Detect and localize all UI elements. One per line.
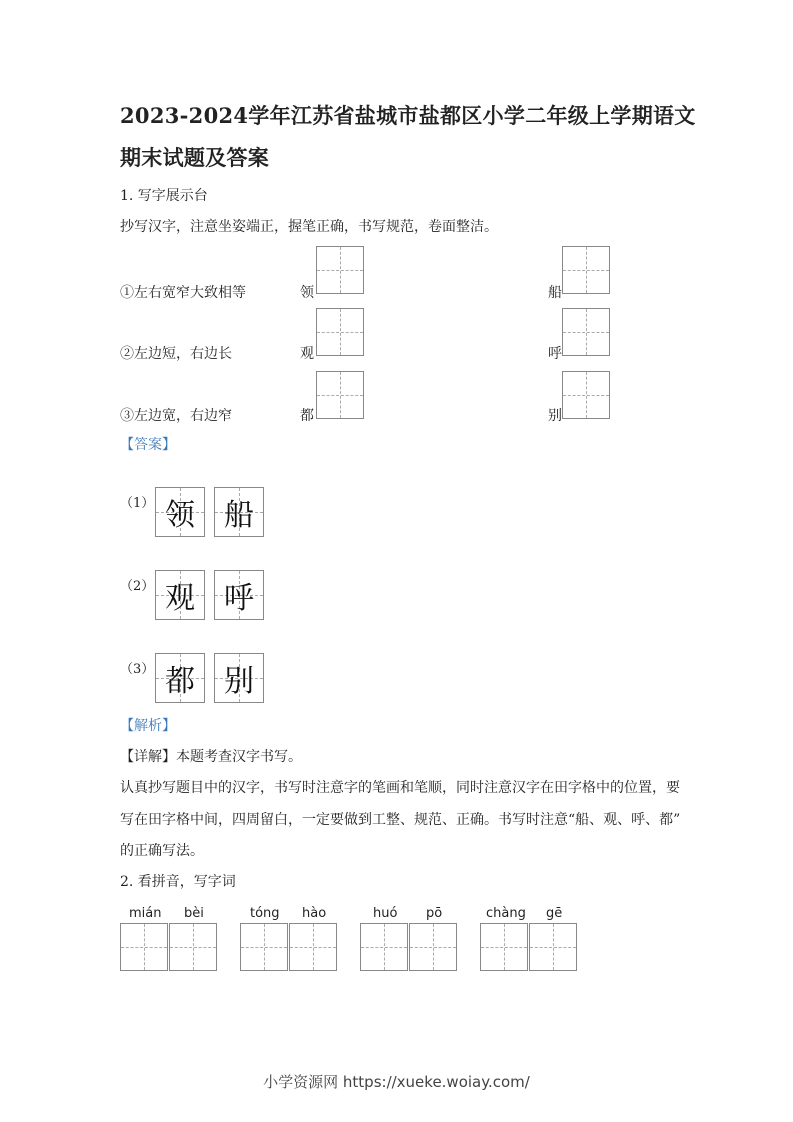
row-char-right: 呼 [548,346,562,362]
answer-char: 领 [165,498,195,533]
row-char-right: 船 [548,285,562,301]
pinyin-label: gē [546,906,563,921]
tianzige-box[interactable] [562,308,610,356]
tianzige-box[interactable] [480,923,528,971]
answer-char: 呼 [224,581,254,616]
tianzige-box[interactable] [169,923,217,971]
explanation-line: 认真抄写题目中的汉字，书写时注意字的笔画和笔顺，同时注意汉字在田字格中的位置，要 [120,780,680,796]
tianzige-box[interactable] [562,246,610,294]
answer-grid [155,487,205,537]
tianzige-box[interactable] [289,923,337,971]
row-char-left: 领 [300,285,314,301]
answer-grid [214,570,264,620]
answer-grid [155,653,205,703]
row-label: ③左边宽，右边窄 [120,408,232,424]
tianzige-box[interactable] [562,371,610,419]
answer-number: （1） [120,496,155,511]
pinyin-label: bèi [184,906,204,921]
page-title: 2023-2024学年江苏省盐城市盐都区小学二年级上学期语文 [120,103,696,128]
pinyin-label: tóng [250,906,280,921]
tianzige-box[interactable] [240,923,288,971]
row-label: ①左右宽窄大致相等 [120,285,246,301]
explanation-line: 写在田字格中间，四周留白，一定要做到工整、规范、正确。书写时注意“船、观、呼、都” [120,812,681,828]
page-footer: 小学资源网 https://xueke.woiay.com/ [263,1073,530,1091]
answer-number: （2） [120,579,155,594]
tianzige-box[interactable] [120,923,168,971]
row-label: ②左边短，右边长 [120,346,232,362]
pinyin-label: huó [373,906,398,921]
word-grid-group [360,923,457,971]
page-title-line2: 期末试题及答案 [120,145,270,170]
answer-char: 都 [165,664,195,699]
analysis-tag: 【解析】 [120,718,176,734]
word-grid-group [480,923,577,971]
explanation-line: 的正确写法。 [120,843,204,859]
pinyin-label: pō [426,906,443,921]
answer-char: 别 [224,664,254,699]
tianzige-box[interactable] [316,246,364,294]
pinyin-label: chàng [486,906,526,921]
tianzige-box[interactable] [409,923,457,971]
answer-tag: 【答案】 [120,437,176,453]
question-1-instruction: 抄写汉字，注意坐姿端正，握笔正确，书写规范，卷面整洁。 [120,219,498,235]
question-1-heading: 1. 写字展示台 [120,188,208,204]
word-grid-group [120,923,217,971]
answer-char: 船 [224,498,254,533]
answer-grid [155,570,205,620]
row-char-left: 都 [300,408,314,424]
row-char-left: 观 [300,346,314,362]
answer-grid [214,653,264,703]
word-grid-group [240,923,337,971]
pinyin-label: hào [302,906,327,921]
row-char-right: 别 [548,408,562,424]
tianzige-box[interactable] [529,923,577,971]
tianzige-box[interactable] [316,308,364,356]
detail-text: 【详解】本题考查汉字书写。 [120,749,302,765]
pinyin-label: mián [129,906,162,921]
question-2-heading: 2. 看拼音，写字词 [120,874,236,890]
answer-number: （3） [120,662,155,677]
tianzige-box[interactable] [316,371,364,419]
answer-grid [214,487,264,537]
answer-char: 观 [165,581,195,616]
tianzige-box[interactable] [360,923,408,971]
